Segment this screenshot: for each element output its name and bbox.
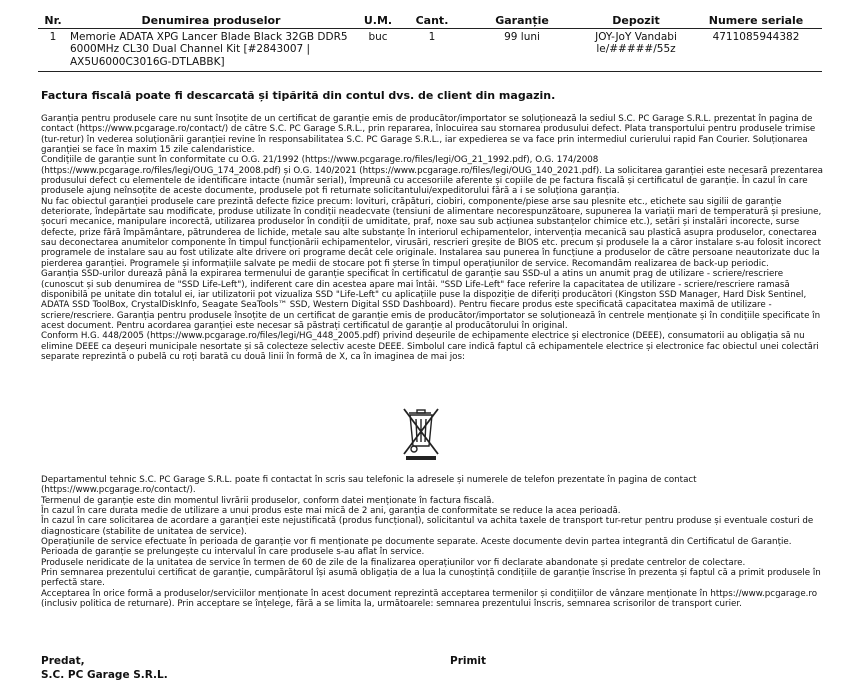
row-serial: 4711085944382 — [690, 28, 822, 72]
table-header-row — [38, 14, 822, 28]
header-nr: Nr. — [38, 14, 68, 28]
row-quantity: 1 — [402, 28, 462, 72]
crossed-out-wheelie-bin-icon — [400, 404, 442, 462]
terms-paragraph: Termenul de garanție este din momentul livrării produselor, conform datei menționate în factura fiscală. — [41, 495, 495, 506]
products-table — [38, 14, 822, 72]
signature-delivered — [41, 654, 168, 682]
terms-paragraph: Condițiile de garanție sunt în conformitate cu O.G. 21/1992 (https://www.pcgarage.ro/files/legi/OG_21_1992.pdf), O.G. 174/2008 (https://www.pcgarage.ro/files/legi/OUG_174_2008.pdf) și O.G. 140/2021 (https://www.pcgarage.ro/files/legi/OUG_140_2021.pdf). La solicitarea garanției este necesară prezentarea produsului defect cu elementele de identificare intacte (număr serial), împreună cu accesoriile aferente și copiile de pe factura fiscală și certificatul de garanție. În cazul în care produsele ajung neînsoțite de aceste documente, produsele pot fi returnate solicitantului/expeditorului fără a i se soluționa garanția. — [41, 155, 823, 197]
terms-paragraph: Garanția pentru produsele care nu sunt însoțite de un certificat de garanție emis de producător/importator se soluționează la sediul S.C. PC Garage S.R.L. prezentat în pagina de contact (https://www.pcgarage.ro/contact/) de către S.C. PC Garage S.R.L., prin repararea, înlocuirea sau stornarea produsului defect. Plata transportului pentru produsele trimise (tur-retur) în vederea soluționării garanției revine în responsabilitatea S.C. PC Garage S.R.L., iar expedierea se va face prin intermediul curierului rapid Fan Courier. Soluționarea garanției se face în maxim 15 zile calendaristice. — [41, 114, 816, 156]
header-quantity: Cant. — [402, 14, 462, 28]
terms-paragraph: Departamentul tehnic S.C. PC Garage S.R.L. poate fi contactat în scris sau telefonic la adresele și numerele de telefon prezentate în pagina de contact (https://www.pcgarage.ro/contact/). — [41, 475, 697, 496]
terms-paragraph: Produsele neridicate de la unitatea de service în termen de 60 de zile de la finalizarea operațiunilor vor fi declarate abandonate și predate centrelor de colectare. — [41, 557, 746, 568]
terms-paragraph: Conform H.G. 448/2005 (https://www.pcgarage.ro/files/legi/HG_448_2005.pdf) privind deșeurile de echipamente electrice și electronice (DEEE), consumatorii au obligația să nu elimine DEEE ca deșeuri municipale nesortate și să colecteze selectiv aceste DEEE. Simbolul care indică faptul că echipamentele electrice și electronice fac obiectul unei colectări separate reprezintă o pubelă cu roți barată cu două linii în formă de X, ca în imaginea de mai jos: — [41, 331, 819, 362]
header-warranty: Garanție — [462, 14, 582, 28]
row-warranty: 99 luni — [462, 28, 582, 72]
table-row — [38, 28, 822, 72]
depot-line: JOY-JoY Vandabi — [595, 30, 677, 43]
signature-delivered-label: Predat, — [41, 655, 85, 667]
header-unit: U.M. — [354, 14, 402, 28]
signature-company: S.C. PC Garage S.R.L. — [41, 669, 168, 681]
terms-paragraph: Nu fac obiectul garanției produsele care prezintă defecte fizice precum: lovituri, crăpături, ciobiri, componente/piese arse sau plesnite etc., etichete sau sigilii de garanție deteriorate, îndepărtate sau modificate, produse utilizate în condiții neadecvate (tensiuni de alimentare necorespunzătoare, supunerea la variații mari de temperatură și presiune, șocuri mecanice, manipulare incorectă, utilizarea produselor în condiții de umiditate, praf, noxe sau sub acțiunea substanțelor chimice etc.), setări și instalări incorecte, surse defecte, prize fără împământare, pătrunderea de lichide, metale sau alte substanțe în interiorul echipamentelor, intervenția mecanică sau plastică asupra produselor, conectarea sau deconectarea anumitelor componente în timpul funcționării echipamentelor, virusări, rescrieri greșite de BIOS etc. precum și produsele la a căror instalare s-au folosit incorect programele de instalare sau au fost utilizate alte drivere ori programe decât cele originale. Instalarea sau punerea în funcțiune a produselor de către persoane neautorizate duc la pierderea garanției. Programele și informațiile salvate pe medii de stocare pot fi șterse în timpul operațiunilor de service. Recomandăm realizarea de back-up periodic. — [41, 196, 822, 269]
product-name-line: AX5U6000C3016G-DTLABBK] — [70, 55, 225, 68]
terms-paragraph: Prin semnarea prezentului certificat de garanție, cumpărătorul își asumă obligația de a lua la cunoștință condițiile de garanție înscrise în prezenta și faptul că a primit produsele în perfectă stare. — [41, 568, 821, 589]
warranty-terms-top — [41, 114, 823, 362]
terms-paragraph: În cazul în care durata medie de utilizare a unui produs este mai mică de 2 ani, garanția de conformitate se reduce la acea perioadă. — [41, 506, 621, 517]
warranty-terms-bottom — [41, 475, 823, 609]
row-nr: 1 — [38, 28, 68, 72]
product-name-line: Memorie ADATA XPG Lancer Blade Black 32GB DDR5 — [70, 30, 348, 43]
header-product-name: Denumirea produselor — [68, 14, 354, 28]
terms-paragraph: Operațiunile de service efectuate în perioada de garanție vor fi menționate pe documente separate. Aceste documente devin partea integrantă din Certificatul de Garanție. Perioada de garanție se prelungește cu intervalul în care produsele s-au aflat în service. — [41, 537, 792, 558]
row-product-name — [68, 28, 354, 72]
terms-paragraph: Acceptarea în orice formă a produselor/serviciilor menționate în acest document reprezintă acceptarea termenilor și condițiilor de vânzare menționate în https://www.pcgarage.ro (inclusiv politica de returnare). Prin acceptare se înțelege, fără a se limita la, următoarele: semnarea prezentului înscris, semnarea scrisorilor de transport curier. — [41, 588, 818, 610]
header-serials: Numere seriale — [690, 14, 822, 28]
product-name-line: 6000MHz CL30 Dual Channel Kit [#2843007 | — [70, 43, 311, 55]
row-unit: buc — [354, 28, 402, 72]
invoice-download-notice: Factura fiscală poate fi descarcată și tipărită din contul dvs. de client din magazin. — [41, 89, 556, 102]
terms-paragraph: Garanția SSD-urilor durează până la expirarea termenului de garanție specificat în certificatul de garanție sau SSD-ul a atins un anumit prag de utilizare - scriere/rescriere (cunoscut și sub denumirea de "SSD Life-Left"), indiferent care din acestea apare mai întâi. "SSD Life-Left" face referire la capacitatea de utilizare - scriere/rescriere ramasă disponibilă pe unitate din totalul ei, iar utilizatorii pot vizualiza SSD "Life-Left" cu aplicațiile puse la dispoziție de diferiți producători (Kingston SSD Manager, Hard Disk Sentinel, ADATA SSD ToolBox, CrystalDiskInfo, Seagate SeaTools™ SSD, Western Digital SSD Dashboard). Pentru fiecare produs este specificată capacitatea maximă de utilizare - scriere/rescriere. Garanția pentru produsele însoțite de un certificat de garanție emis de producător/importator se soluționează în centrele menționate și în condițiile specificate în acest document. Pentru acordarea garanției este necesar să păstrați certificatul de garanție al producătorului în original. — [41, 269, 821, 331]
signature-received: Primit — [450, 655, 487, 667]
terms-paragraph: În cazul în care solicitarea de acordare a garanției este nejustificată (produs funcțional), solicitantul va achita taxele de transport tur-retur pentru produse și eventuale costuri de diagnosticare (stabilite de unitatea de service). — [41, 516, 814, 537]
row-depot — [582, 28, 690, 72]
depot-line: le/#####/55z — [596, 43, 676, 55]
header-depot: Depozit — [582, 14, 690, 28]
